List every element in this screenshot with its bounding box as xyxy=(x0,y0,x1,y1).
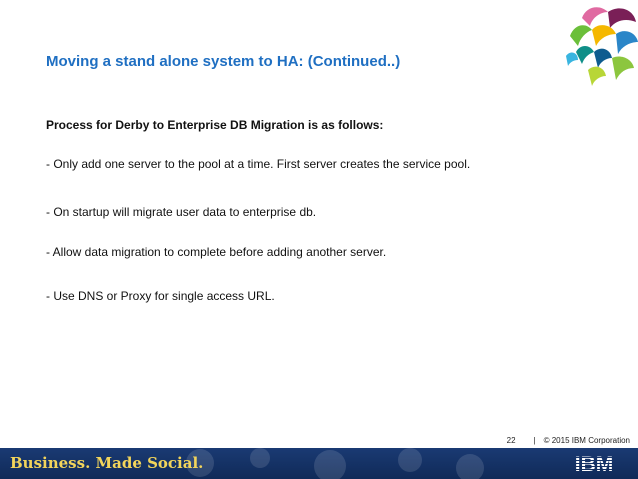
copyright: © 2015 IBM Corporation xyxy=(543,436,630,445)
slide-title: Moving a stand alone system to HA: (Continued..) xyxy=(46,53,401,70)
footer-bar xyxy=(0,448,638,479)
ibm-social-logo-icon xyxy=(542,0,638,90)
bullet-item: - Only add one server to the pool at a time. First server creates the service pool. xyxy=(46,157,471,171)
bullet-item: - Allow data migration to complete before adding another server. xyxy=(46,245,387,259)
bullet-item: - On startup will migrate user data to enterprise db. xyxy=(46,205,317,219)
tagline: Business. Made Social. xyxy=(10,454,204,472)
footer-meta xyxy=(507,436,630,445)
ibm-wordmark: IBM xyxy=(574,453,614,475)
footer-separator: | xyxy=(533,436,536,445)
section-heading: Process for Derby to Enterprise DB Migration is as follows: xyxy=(46,118,384,132)
bullet-item: - Use DNS or Proxy for single access URL. xyxy=(46,289,275,303)
ibm-logo-icon xyxy=(562,452,626,475)
page-number: 22 xyxy=(506,436,516,445)
